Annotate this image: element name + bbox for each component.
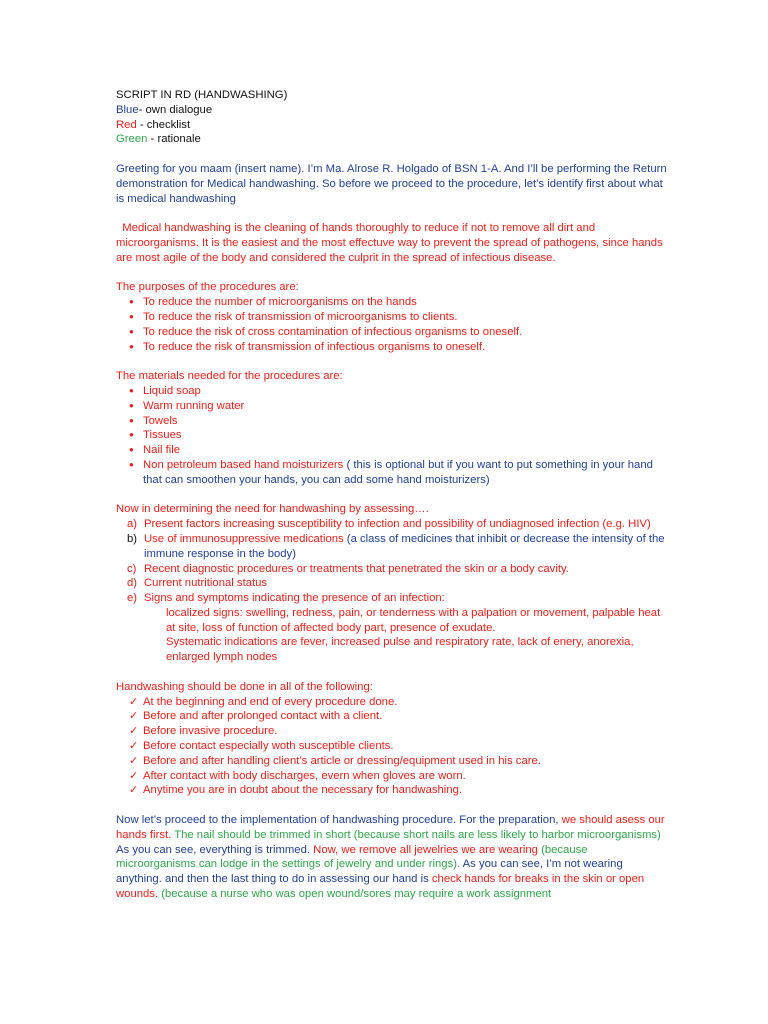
- assessment-item-b: [127, 532, 668, 562]
- purpose-item: ● To reduce the risk of transmission of infectious organisms to oneself.: [129, 340, 668, 355]
- assessment-item-c: [127, 562, 668, 577]
- item-label: c): [127, 562, 137, 575]
- purposes-section: [116, 280, 668, 354]
- materials-list: [116, 384, 668, 488]
- material-item: ● Tissues: [129, 428, 668, 443]
- intro-paragraph: Greeting for you maam (insert name). I’m Ma. Alrose R. Holgado of BSN 1-A. And I’ll be performing the Return demonstration for Medical handwashing. So before we proceed to the procedure, let’s identify first about what is medical handwashing: [116, 162, 667, 205]
- legend-red-desc: - checklist: [136, 118, 191, 131]
- impl-rationale-2: (because microorganisms can lodge in the settings of jewelry and under rings).: [116, 843, 588, 871]
- legend-blue-word: Blue: [116, 103, 139, 116]
- impl-dialogue-1: Now let’s proceed to the implementation of handwashing procedure. For the preparation,: [116, 814, 562, 827]
- document-title: SCRIPT IN RD (HANDWASHING): [116, 89, 288, 101]
- assessment-section: [116, 502, 668, 665]
- assessment-item-a: [127, 517, 668, 532]
- item-text: Use of immunosuppressive medications: [144, 532, 344, 545]
- when-item: ✓ After contact with body discharges, evern when gloves are worn.: [129, 769, 668, 784]
- purposes-list: [116, 295, 668, 354]
- impl-check-2: Now, we remove all jewelries we are wearing: [313, 843, 538, 856]
- item-text: Current nutritional status: [144, 577, 268, 590]
- legend-red: [116, 118, 668, 133]
- impl-check-3: check hands for breaks in the skin or open wounds.: [116, 873, 645, 901]
- item-note: (a class of medicines that inhibit or decrease the intensity of the immune response in the body): [144, 532, 665, 560]
- legend-green-desc: - rationale: [147, 133, 201, 146]
- assessment-list: [116, 517, 668, 665]
- material-item-moisturizer: [129, 458, 668, 488]
- assessment-item-e: [127, 591, 668, 665]
- material-item: ● Warm running water: [129, 399, 668, 414]
- item-label: d): [127, 577, 138, 590]
- legend-green: [116, 132, 668, 147]
- purpose-item: ● To reduce the number of microorganisms on the hands: [129, 295, 668, 310]
- purpose-item: ● To reduce the risk of cross contamination of infectious organisms to oneself.: [129, 325, 668, 340]
- when-item: ✓ Before contact especially woth susceptible clients.: [129, 739, 668, 754]
- when-item: ✓ Before invasive procedure.: [129, 724, 668, 739]
- legend-green-word: Green: [116, 133, 148, 146]
- material-item: ● Nail file: [129, 443, 668, 458]
- item-text: Present factors increasing susceptibility to infection and possibility of undiagnosed infection (e.g. HIV): [144, 518, 651, 531]
- when-list: [116, 695, 668, 799]
- legend-blue: [116, 103, 668, 118]
- item-label: a): [127, 518, 138, 531]
- when-item: ✓ At the beginning and end of every procedure done.: [129, 695, 668, 710]
- material-item: ● Liquid soap: [129, 384, 668, 399]
- assessment-heading: Now in determining the need for handwashing by assessing….: [116, 503, 429, 516]
- item-label: e): [127, 592, 138, 605]
- moisturizer-note: ( this is optional but if you want to put something in your hand that can smoothen your hands, you can add some hand moisturizers): [143, 458, 653, 486]
- impl-dialogue-3: As you can see, I’m not wearing anything. and then the last thing to do in assessing our hand is: [116, 858, 623, 886]
- materials-heading: The materials needed for the procedures are:: [116, 370, 343, 383]
- legend-blue-desc: - own dialogue: [138, 103, 213, 116]
- purposes-heading: The purposes of the procedures are:: [116, 281, 299, 294]
- document-header: [116, 88, 668, 147]
- purpose-item: ● To reduce the risk of transmission of microorganisms to clients.: [129, 310, 668, 325]
- when-item: ✓ Before and after handling client’s article or dressing/equipment used in his care.: [129, 754, 668, 769]
- when-heading: Handwashing should be done in all of the following:: [116, 680, 373, 693]
- impl-rationale-3: (because a nurse who was open wound/sores may require a work assignment: [158, 888, 552, 901]
- localized-signs: localized signs: swelling, redness, pain, or tenderness with a palpation or movement, palpable heat at site, loss of function of affected body part, presence of exudate.: [166, 606, 661, 634]
- assessment-item-d: [127, 576, 668, 591]
- moisturizer-label: Non petroleum based hand moisturizers: [143, 458, 344, 471]
- definition-paragraph: Medical handwashing is the cleaning of hands thoroughly to reduce if not to remove all dirt and microorganisms. It is the easiest and the most effectuve way to prevent the spread of pathogens, since hands are most agile of the body and considered the culprit in the spread of infectious disease.: [116, 222, 666, 264]
- impl-check-1: we should asess our hands first.: [116, 814, 665, 841]
- when-section: [116, 680, 668, 798]
- systemic-signs: Systematic indications are fever, increased pulse and respiratory rate, lack of enery, anorexia, enlarged lymph nodes: [166, 636, 634, 664]
- material-item: ● Towels: [129, 414, 668, 429]
- item-label: b): [127, 532, 138, 545]
- impl-rationale-1: The nail should be trimmed in short (because short nails are less likely to harbor microorganisms): [171, 828, 661, 841]
- legend-red-word: Red: [116, 118, 137, 131]
- item-text: Recent diagnostic procedures or treatments that penetrated the skin or a body cavity.: [144, 562, 569, 575]
- materials-section: [116, 369, 668, 487]
- when-item: ✓ Before and after prolonged contact with a client.: [129, 709, 668, 724]
- impl-dialogue-2: As you can see, everything is trimmed.: [116, 843, 314, 856]
- implementation-paragraph: [116, 813, 668, 902]
- item-text: Signs and symptoms indicating the presence of an infection:: [144, 592, 445, 605]
- when-item: ✓ Anytime you are in doubt about the necessary for handwashing.: [129, 783, 668, 798]
